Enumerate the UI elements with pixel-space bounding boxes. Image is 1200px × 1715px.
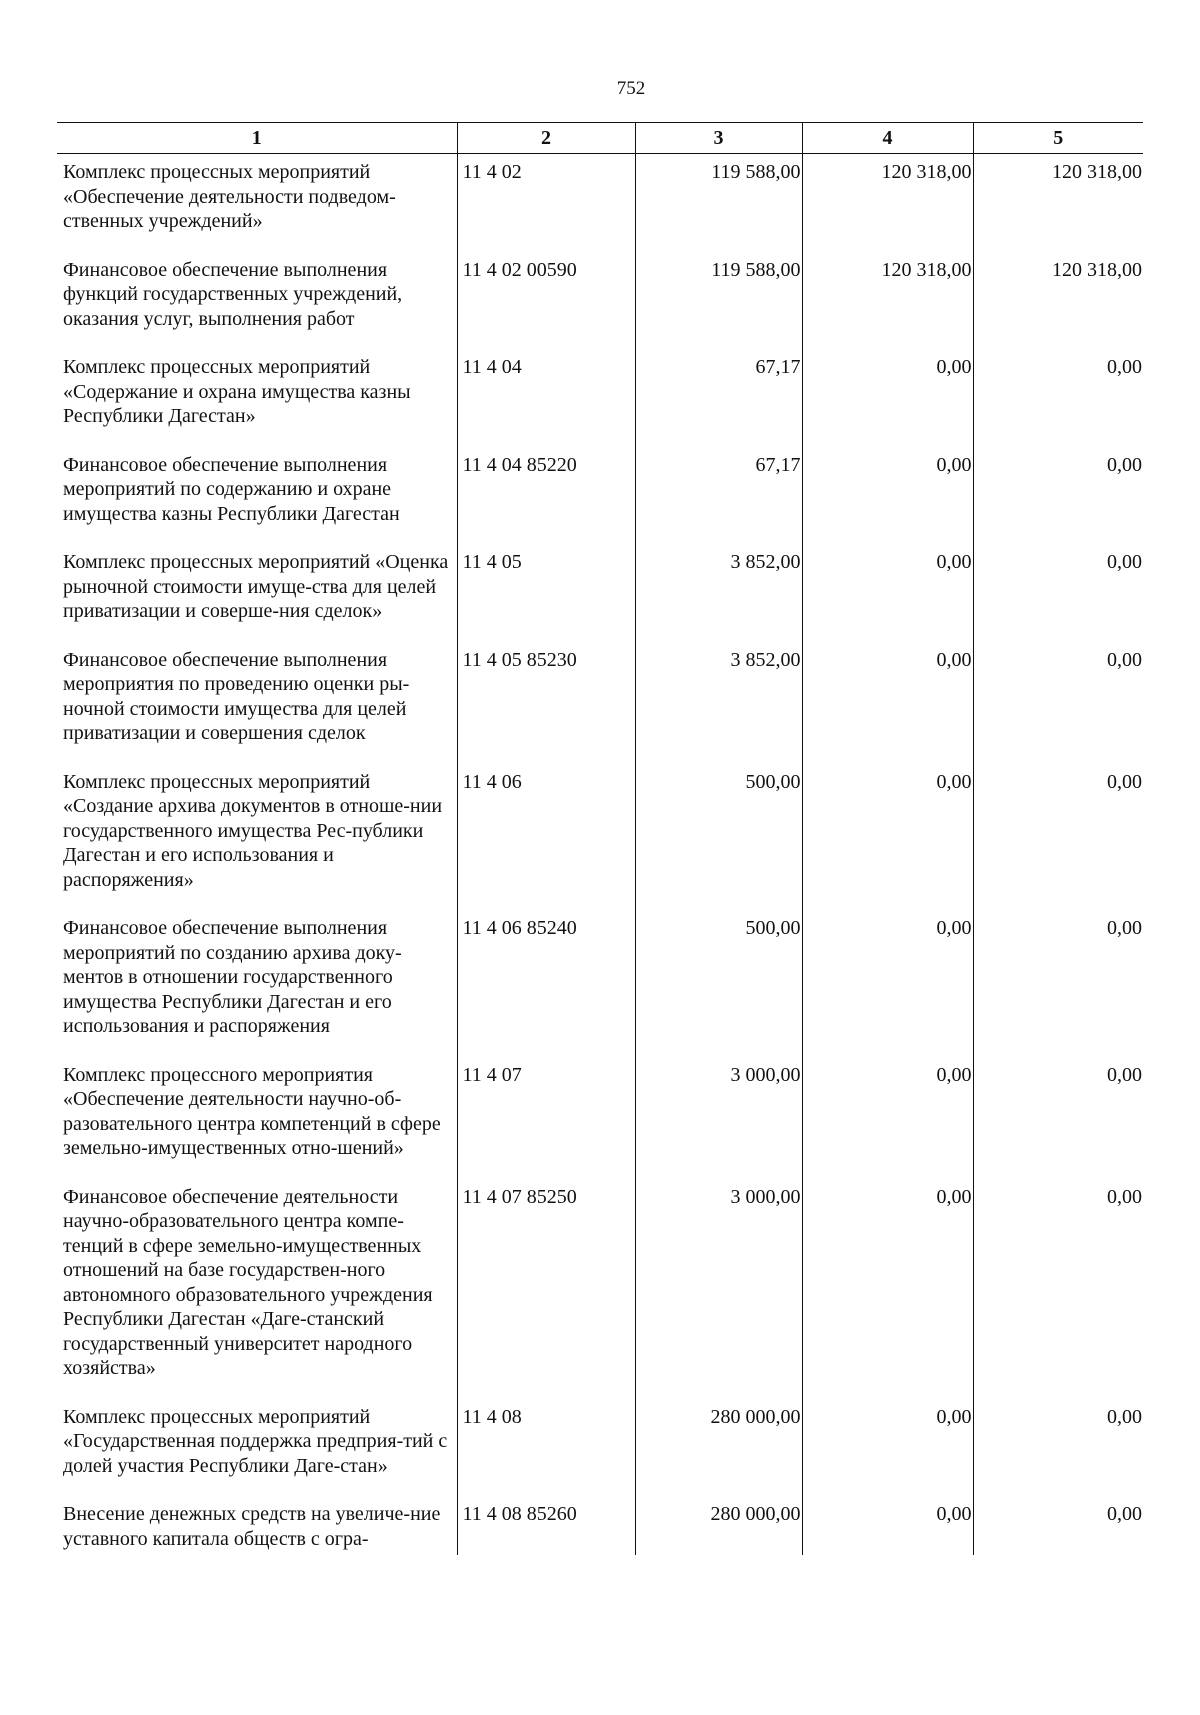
header-col-4: 4 (802, 123, 973, 154)
table-row (57, 349, 1143, 447)
row-value-col3: 3 852,00 (635, 544, 802, 642)
table-row (57, 642, 1143, 764)
row-value-col3: 3 852,00 (635, 642, 802, 764)
row-name-cell: Финансовое обеспечение выполнения функций государственных учреждений, оказания услуг, выполнения работ (63, 258, 403, 330)
row-value-col5: 0,00 (973, 544, 1143, 642)
table-body (57, 154, 1143, 1556)
row-code-cell: 11 4 05 (457, 544, 635, 642)
row-value-col4: 120 318,00 (802, 252, 973, 350)
row-code-cell: 11 4 06 85240 (457, 910, 635, 1057)
row-name-cell: Финансовое обеспечение выполнения мероприятий по созданию архива доку-ментов в отношении государственного имущества Республики Дагестан и его использования и распоряжения (63, 917, 402, 1037)
row-code-cell: 11 4 02 (457, 154, 635, 252)
table-row (57, 764, 1143, 911)
row-name-cell: Финансовое обеспечение деятельности научно-образовательного центра компе-тенций в сфере земельно-имущественных отношений на базе государствен-ного автономного образовательного учреждения Республики Дагестан «Даге-станский государственный университет народного хозяйства» (63, 1185, 433, 1379)
row-code-cell: 11 4 08 85260 (457, 1496, 635, 1555)
row-value-col4: 0,00 (802, 1496, 973, 1555)
row-value-col3: 280 000,00 (635, 1399, 802, 1497)
row-name-cell: Комплекс процессных мероприятий «Оценка рыночной стоимости имуще-ства для целей приватизации и соверше-ния сделок» (63, 551, 449, 622)
row-value-col4: 0,00 (802, 447, 973, 545)
row-value-col5: 120 318,00 (973, 154, 1143, 252)
row-value-col4: 0,00 (802, 544, 973, 642)
row-value-col3: 3 000,00 (635, 1057, 802, 1179)
page-number: 752 (616, 78, 646, 99)
row-value-col3: 67,17 (635, 447, 802, 545)
header-col-3: 3 (635, 123, 802, 154)
row-value-col5: 0,00 (973, 1399, 1143, 1497)
table-row (57, 154, 1143, 252)
row-code-cell: 11 4 07 85250 (457, 1179, 635, 1399)
table-row (57, 910, 1143, 1057)
row-code-cell: 11 4 08 (457, 1399, 635, 1497)
row-value-col4: 120 318,00 (802, 154, 973, 252)
row-value-col3: 119 588,00 (635, 252, 802, 350)
row-name-cell: Комплекс процессного мероприятия «Обеспечение деятельности научно-об-разовательного центра компетенций в сфере земельно-имущественных отно-шений» (63, 1063, 441, 1159)
row-code-cell: 11 4 04 (457, 349, 635, 447)
row-value-col5: 0,00 (973, 447, 1143, 545)
row-value-col4: 0,00 (802, 1179, 973, 1399)
row-code-cell: 11 4 04 85220 (457, 447, 635, 545)
row-value-col5: 0,00 (973, 349, 1143, 447)
header-col-5: 5 (973, 123, 1143, 154)
row-value-col4: 0,00 (802, 910, 973, 1057)
row-name-cell: Внесение денежных средств на увеличе-ние уставного капитала обществ с огра- (63, 1503, 441, 1550)
row-value-col5: 0,00 (973, 642, 1143, 764)
row-code-cell: 11 4 06 (457, 764, 635, 911)
row-value-col3: 3 000,00 (635, 1179, 802, 1399)
row-code-cell: 11 4 02 00590 (457, 252, 635, 350)
header-col-2: 2 (457, 123, 635, 154)
row-code-cell: 11 4 05 85230 (457, 642, 635, 764)
budget-table-container (57, 122, 1143, 1555)
row-code-cell: 11 4 07 (457, 1057, 635, 1179)
row-value-col4: 0,00 (802, 349, 973, 447)
table-row (57, 1057, 1143, 1179)
row-name-cell: Комплекс процессных мероприятий «Создание архива документов в отноше-нии государственного имущества Рес-публики Дагестан и его использования и распоряжения» (63, 770, 443, 891)
table-row (57, 1179, 1143, 1399)
table-header (57, 123, 1143, 154)
row-value-col5: 0,00 (973, 1496, 1143, 1555)
row-value-col4: 0,00 (802, 1057, 973, 1179)
row-value-col3: 119 588,00 (635, 154, 802, 252)
row-value-col5: 0,00 (973, 1179, 1143, 1399)
row-name-cell: Комплекс процессных мероприятий «Обеспечение деятельности подведом-ственных учреждений» (63, 161, 396, 232)
row-name-cell: Финансовое обеспечение выполнения мероприятия по проведению оценки ры-ночной стоимости имущества для целей приватизации и совершения сделок (63, 648, 410, 744)
table-row (57, 1399, 1143, 1497)
row-value-col3: 280 000,00 (635, 1496, 802, 1555)
table-row (57, 544, 1143, 642)
row-value-col4: 0,00 (802, 642, 973, 764)
row-value-col5: 0,00 (973, 764, 1143, 911)
row-name-cell: Комплекс процессных мероприятий «Государственная поддержка предприя-тий с долей участия Республики Даге-стан» (63, 1405, 448, 1477)
row-value-col3: 67,17 (635, 349, 802, 447)
row-value-col3: 500,00 (635, 764, 802, 911)
header-row (57, 123, 1143, 154)
table-row (57, 447, 1143, 545)
row-name-cell: Финансовое обеспечение выполнения мероприятий по содержанию и охране имущества казны Республики Дагестан (63, 453, 400, 525)
row-value-col5: 0,00 (973, 910, 1143, 1057)
budget-table (57, 122, 1143, 1555)
row-value-col3: 500,00 (635, 910, 802, 1057)
table-row (57, 1496, 1143, 1555)
row-value-col5: 0,00 (973, 1057, 1143, 1179)
row-value-col5: 120 318,00 (973, 252, 1143, 350)
row-value-col4: 0,00 (802, 764, 973, 911)
table-row (57, 252, 1143, 350)
row-name-cell: Комплекс процессных мероприятий «Содержание и охрана имущества казны Республики Дагестан» (63, 356, 411, 427)
header-col-1: 1 (57, 123, 457, 154)
row-value-col4: 0,00 (802, 1399, 973, 1497)
